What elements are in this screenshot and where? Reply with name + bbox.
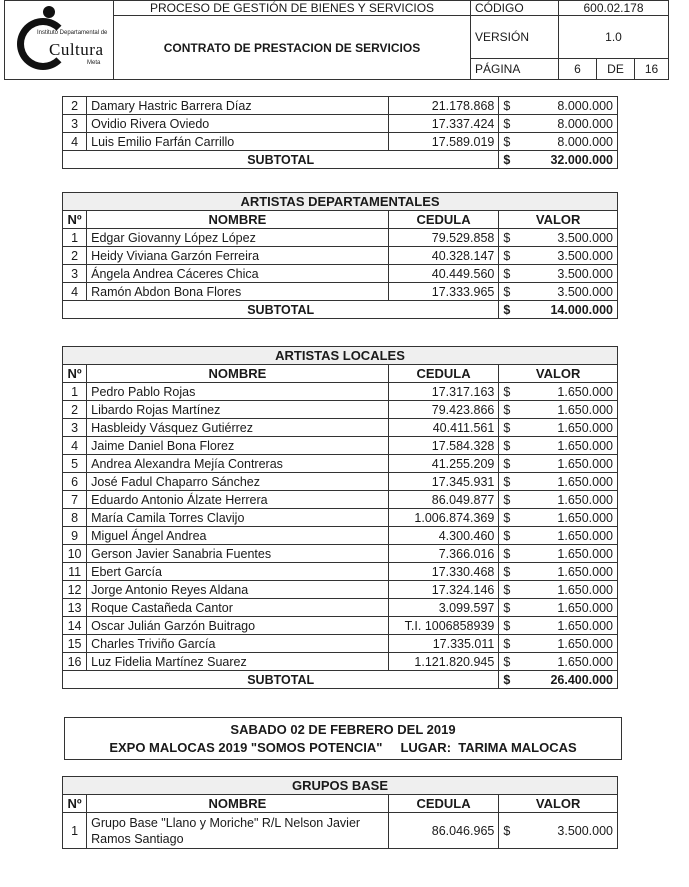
row-currency: $ <box>499 813 517 849</box>
col-cedula-header: CEDULA <box>388 365 499 383</box>
subtotal-row <box>63 301 618 319</box>
row-number: 7 <box>63 491 87 509</box>
row-number: 4 <box>63 283 87 301</box>
logo-dot-icon <box>43 6 55 18</box>
event-date: SABADO 02 DE FEBRERO DEL 2019 <box>230 722 456 737</box>
table-row <box>63 491 618 509</box>
row-cedula: 17.330.468 <box>388 563 499 581</box>
row-currency: $ <box>499 419 517 437</box>
row-currency: $ <box>499 653 517 671</box>
page-de: DE <box>597 59 635 80</box>
row-currency: $ <box>499 545 517 563</box>
row-cedula: 17.584.328 <box>388 437 499 455</box>
row-name: Roque Castañeda Cantor <box>87 599 389 617</box>
subtotal-value: 26.400.000 <box>517 671 618 689</box>
row-currency: $ <box>499 509 517 527</box>
row-valor: 1.650.000 <box>517 437 618 455</box>
table-row <box>63 247 618 265</box>
row-cedula: 17.589.019 <box>388 133 499 151</box>
row-number: 2 <box>63 97 87 115</box>
row-currency: $ <box>499 265 517 283</box>
row-cedula: 1.121.820.945 <box>388 653 499 671</box>
row-cedula: 40.449.560 <box>388 265 499 283</box>
row-cedula: 1.006.874.369 <box>388 509 499 527</box>
row-number: 16 <box>63 653 87 671</box>
row-valor: 1.650.000 <box>517 545 618 563</box>
row-cedula: 79.529.858 <box>388 229 499 247</box>
row-cedula: 17.335.011 <box>388 635 499 653</box>
row-name: Libardo Rojas Martínez <box>87 401 389 419</box>
cultura-meta-logo <box>9 4 109 76</box>
section-title: ARTISTAS LOCALES <box>63 347 618 365</box>
row-number: 13 <box>63 599 87 617</box>
col-name-header: NOMBRE <box>87 365 389 383</box>
row-valor: 1.650.000 <box>517 563 618 581</box>
row-valor: 8.000.000 <box>517 133 618 151</box>
row-name: Grupo Base "Llano y Moriche" R/L Nelson Javier Ramos Santiago <box>87 813 389 849</box>
row-valor: 1.650.000 <box>517 617 618 635</box>
row-number: 2 <box>63 247 87 265</box>
table-row <box>63 383 618 401</box>
col-name-header: NOMBRE <box>87 211 389 229</box>
col-number-header: Nº <box>63 795 87 813</box>
pagina-label: PÁGINA <box>471 59 559 80</box>
table-row <box>63 473 618 491</box>
table-row <box>63 581 618 599</box>
subtotal-value: 14.000.000 <box>517 301 618 319</box>
subtotal-value: 32.000.000 <box>517 151 618 169</box>
subtotal-currency: $ <box>499 671 517 689</box>
row-cedula: 4.300.460 <box>388 527 499 545</box>
row-cedula: 17.317.163 <box>388 383 499 401</box>
row-currency: $ <box>499 383 517 401</box>
subtotal-currency: $ <box>499 301 517 319</box>
row-number: 2 <box>63 401 87 419</box>
row-name: Hasbleidy Vásquez Gutiérrez <box>87 419 389 437</box>
subtotal-currency: $ <box>499 151 517 169</box>
row-name: Damary Hastric Barrera Díaz <box>87 97 389 115</box>
col-number-header: Nº <box>63 211 87 229</box>
table-row <box>63 653 618 671</box>
row-currency: $ <box>499 401 517 419</box>
row-number: 1 <box>63 813 87 849</box>
event-box <box>64 717 622 760</box>
row-name: Oscar Julián Garzón Buitrago <box>87 617 389 635</box>
table-row <box>63 599 618 617</box>
row-name: Pedro Pablo Rojas <box>87 383 389 401</box>
row-number: 12 <box>63 581 87 599</box>
continuation-table <box>62 96 618 169</box>
grupos-base-table <box>62 776 618 849</box>
row-number: 1 <box>63 383 87 401</box>
row-number: 5 <box>63 455 87 473</box>
table-row <box>63 97 618 115</box>
row-cedula: 17.345.931 <box>388 473 499 491</box>
row-cedula: 17.337.424 <box>388 115 499 133</box>
row-currency: $ <box>499 473 517 491</box>
col-name-header: NOMBRE <box>87 795 389 813</box>
row-valor: 1.650.000 <box>517 635 618 653</box>
header-row <box>63 795 618 813</box>
row-valor: 3.500.000 <box>517 247 618 265</box>
table-row <box>63 133 618 151</box>
row-number: 3 <box>63 115 87 133</box>
row-valor: 3.500.000 <box>517 265 618 283</box>
row-name: Heidy Viviana Garzón Ferreira <box>87 247 389 265</box>
header-row <box>63 211 618 229</box>
row-valor: 1.650.000 <box>517 473 618 491</box>
table-row <box>63 813 618 849</box>
row-cedula: 3.099.597 <box>388 599 499 617</box>
row-name: Charles Triviño García <box>87 635 389 653</box>
table-row <box>63 229 618 247</box>
table-row <box>63 617 618 635</box>
row-currency: $ <box>499 247 517 265</box>
row-number: 3 <box>63 265 87 283</box>
row-valor: 1.650.000 <box>517 599 618 617</box>
row-currency: $ <box>499 133 517 151</box>
row-name: Ángela Andrea Cáceres Chica <box>87 265 389 283</box>
section-title: ARTISTAS DEPARTAMENTALES <box>63 193 618 211</box>
total-pages: 16 <box>635 59 669 80</box>
logo-small-text: Instituto Departamental de <box>37 30 108 36</box>
col-cedula-header: CEDULA <box>388 211 499 229</box>
row-valor: 1.650.000 <box>517 383 618 401</box>
row-name: Ebert García <box>87 563 389 581</box>
section-title: GRUPOS BASE <box>63 777 618 795</box>
row-cedula: 7.366.016 <box>388 545 499 563</box>
header-row <box>63 365 618 383</box>
table-row <box>63 401 618 419</box>
row-number: 14 <box>63 617 87 635</box>
row-number: 6 <box>63 473 87 491</box>
row-name: Ovidio Rivera Oviedo <box>87 115 389 133</box>
table-row <box>63 419 618 437</box>
row-currency: $ <box>499 229 517 247</box>
row-cedula: 86.049.877 <box>388 491 499 509</box>
table-row <box>63 527 618 545</box>
row-cedula: 21.178.868 <box>388 97 499 115</box>
row-valor: 8.000.000 <box>517 115 618 133</box>
table-row <box>63 437 618 455</box>
row-valor: 1.650.000 <box>517 455 618 473</box>
version-label: VERSIÓN <box>471 16 559 59</box>
row-cedula: 17.333.965 <box>388 283 499 301</box>
table-row <box>63 283 618 301</box>
table-row <box>63 455 618 473</box>
row-currency: $ <box>499 283 517 301</box>
row-currency: $ <box>499 617 517 635</box>
table-row <box>63 509 618 527</box>
row-valor: 1.650.000 <box>517 401 618 419</box>
row-number: 3 <box>63 419 87 437</box>
page-number: 6 <box>559 59 597 80</box>
row-name: Edgar Giovanny López López <box>87 229 389 247</box>
row-valor: 3.500.000 <box>517 229 618 247</box>
document-title: CONTRATO DE PRESTACION DE SERVICIOS <box>114 16 471 80</box>
subtotal-label: SUBTOTAL <box>63 301 499 319</box>
row-name: Luis Emilio Farfán Carrillo <box>87 133 389 151</box>
row-valor: 1.650.000 <box>517 527 618 545</box>
row-number: 15 <box>63 635 87 653</box>
document-header <box>4 0 669 80</box>
table-row <box>63 545 618 563</box>
row-valor: 3.500.000 <box>517 283 618 301</box>
codigo-value: 600.02.178 <box>559 1 669 16</box>
row-cedula: 86.046.965 <box>388 813 499 849</box>
subtotal-label: SUBTOTAL <box>63 671 499 689</box>
logo-cell <box>5 1 114 80</box>
row-number: 4 <box>63 133 87 151</box>
row-name: Jorge Antonio Reyes Aldana <box>87 581 389 599</box>
row-currency: $ <box>499 635 517 653</box>
row-currency: $ <box>499 115 517 133</box>
row-name: Gerson Javier Sanabria Fuentes <box>87 545 389 563</box>
version-value: 1.0 <box>559 16 669 59</box>
row-valor: 1.650.000 <box>517 419 618 437</box>
row-valor: 1.650.000 <box>517 581 618 599</box>
row-valor: 1.650.000 <box>517 491 618 509</box>
row-number: 11 <box>63 563 87 581</box>
row-valor: 8.000.000 <box>517 97 618 115</box>
row-name: Andrea Alexandra Mejía Contreras <box>87 455 389 473</box>
col-valor-header: VALOR <box>499 795 618 813</box>
subtotal-label: SUBTOTAL <box>63 151 499 169</box>
row-name: María Camila Torres Clavijo <box>87 509 389 527</box>
row-currency: $ <box>499 581 517 599</box>
row-currency: $ <box>499 527 517 545</box>
row-valor: 3.500.000 <box>517 813 618 849</box>
subtotal-row <box>63 671 618 689</box>
row-currency: $ <box>499 455 517 473</box>
row-name: Jaime Daniel Bona Florez <box>87 437 389 455</box>
process-name: PROCESO DE GESTIÓN DE BIENES Y SERVICIOS <box>114 1 471 16</box>
row-valor: 1.650.000 <box>517 509 618 527</box>
row-name: Miguel Ángel Andrea <box>87 527 389 545</box>
locales-table <box>62 346 618 689</box>
col-number-header: Nº <box>63 365 87 383</box>
row-name: Eduardo Antonio Álzate Herrera <box>87 491 389 509</box>
subtotal-row <box>63 151 618 169</box>
departamentales-table <box>62 192 618 319</box>
row-cedula: 41.255.209 <box>388 455 499 473</box>
table-row <box>63 563 618 581</box>
row-cedula: T.I. 1006858939 <box>388 617 499 635</box>
row-number: 1 <box>63 229 87 247</box>
row-currency: $ <box>499 599 517 617</box>
row-currency: $ <box>499 97 517 115</box>
codigo-label: CÓDIGO <box>471 1 559 16</box>
row-cedula: 17.324.146 <box>388 581 499 599</box>
row-number: 9 <box>63 527 87 545</box>
row-valor: 1.650.000 <box>517 653 618 671</box>
row-number: 8 <box>63 509 87 527</box>
row-number: 4 <box>63 437 87 455</box>
table-row <box>63 115 618 133</box>
row-cedula: 40.328.147 <box>388 247 499 265</box>
row-name: José Fadul Chaparro Sánchez <box>87 473 389 491</box>
event-name: EXPO MALOCAS 2019 "SOMOS POTENCIA" LUGAR: TARIMA MALOCAS <box>109 740 577 755</box>
row-currency: $ <box>499 563 517 581</box>
row-name: Ramón Abdon Bona Flores <box>87 283 389 301</box>
row-name: Luz Fidelia Martínez Suarez <box>87 653 389 671</box>
col-valor-header: VALOR <box>499 211 618 229</box>
logo-word: Cultura <box>49 40 104 59</box>
logo-meta: Meta <box>87 60 101 66</box>
table-row <box>63 265 618 283</box>
row-number: 10 <box>63 545 87 563</box>
row-cedula: 79.423.866 <box>388 401 499 419</box>
table-row <box>63 635 618 653</box>
row-currency: $ <box>499 491 517 509</box>
row-currency: $ <box>499 437 517 455</box>
col-cedula-header: CEDULA <box>388 795 499 813</box>
row-cedula: 40.411.561 <box>388 419 499 437</box>
col-valor-header: VALOR <box>499 365 618 383</box>
